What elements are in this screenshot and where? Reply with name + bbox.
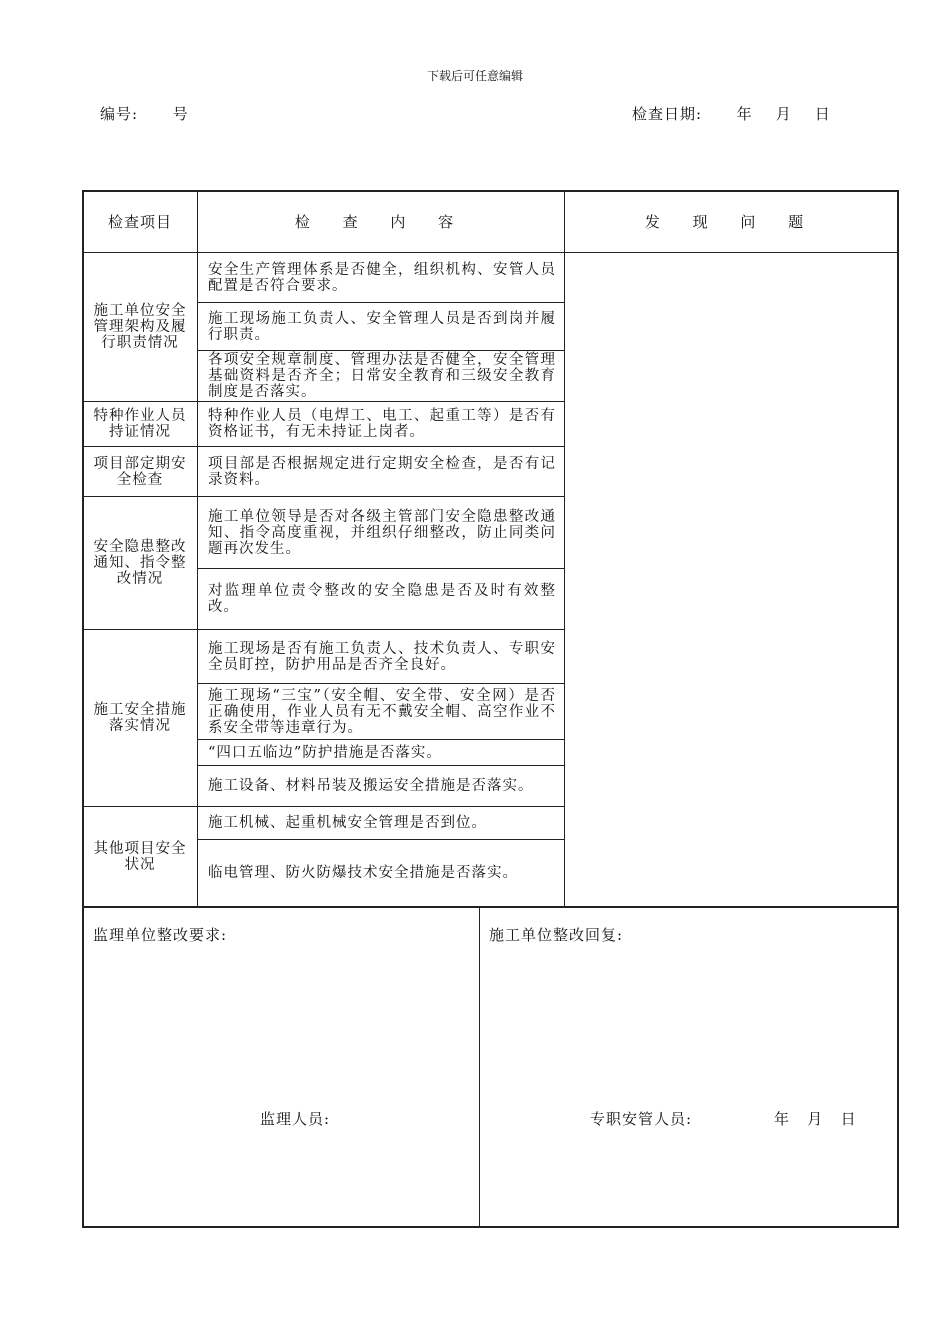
supervisor-staff-label: 监理人员:: [260, 1110, 331, 1128]
col-divider-2: [564, 190, 565, 906]
header-check-item: 检查项目: [107, 212, 172, 231]
lower-col-divider: [479, 906, 480, 1227]
check-content-item: 施工机械、起重机械安全管理是否到位。: [208, 815, 487, 831]
header-found-issues: 发 现 问 题: [644, 212, 818, 231]
header-check-content: 检 查 内 容: [294, 212, 468, 231]
category-safety-measures: 施工安全措施落实情况: [93, 702, 187, 734]
check-content-item: “四口五临边”防护措施是否落实。: [208, 744, 442, 761]
found-issues-area[interactable]: [566, 254, 896, 905]
safety-manager-label: 专职安管人员:: [590, 1110, 693, 1128]
form-number-label: 编号: 号: [100, 105, 189, 123]
check-content-item: 施工现场“三宝”（安全帽、安全带、安全网）是否正确使用，作业人员有无不戴安全帽、高空作业不系安全带等违章行为。: [208, 687, 556, 736]
category-other-safety: 其他项目安全状况: [93, 840, 187, 873]
table-border-bottom: [82, 1226, 899, 1228]
contractor-reply-area[interactable]: [481, 950, 896, 1100]
check-content-item: 施工设备、材料吊装及搬运安全措施是否落实。: [208, 778, 534, 794]
check-content-item: 施工单位领导是否对各级主管部门安全隐患整改通知、指令高度重视，并组织仔细整改，防止同类问题再次发生。: [208, 508, 556, 557]
supervisor-request-area[interactable]: [84, 950, 478, 1100]
check-content-item: 安全生产管理体系是否健全，组织机构、安管人员配置是否符合要求。: [208, 261, 556, 294]
category-hazard-rectification: 安全隐患整改通知、指令整改情况: [93, 539, 187, 587]
lower-section-divider: [82, 906, 898, 908]
table-border-right: [897, 190, 899, 1227]
check-content-item: 特种作业人员（电焊工、电工、起重工等）是否有资格证书，有无未持证上岗者。: [208, 408, 556, 440]
check-content-item: 各项安全规章制度、管理办法是否健全，安全管理基础资料是否齐全；日常安全教育和三级安全教育制度是否落实。: [208, 352, 556, 400]
top-note: 下载后可任意编辑: [426, 69, 523, 83]
check-content-item: 项目部是否根据规定进行定期安全检查，是否有记录资料。: [208, 455, 556, 488]
category-periodic-inspection: 项目部定期安全检查: [93, 455, 187, 488]
check-content-item: 对监理单位责令整改的安全隐患是否及时有效整改。: [208, 583, 556, 615]
signature-date-label: 年 月 日: [774, 1110, 857, 1128]
category-special-operators: 特种作业人员持证情况: [93, 408, 187, 440]
supervisor-request-label: 监理单位整改要求:: [93, 926, 228, 944]
contractor-reply-label: 施工单位整改回复:: [489, 926, 624, 944]
check-content-item: 施工现场施工负责人、安全管理人员是否到岗并履行职责。: [208, 310, 556, 343]
check-content-item: 施工现场是否有施工负责人、技术负责人、专职安全员盯控，防护用品是否齐全良好。: [208, 640, 556, 673]
category-management-structure: 施工单位安全管理架构及履行职责情况: [93, 303, 187, 351]
check-content-item: 临电管理、防火防爆技术安全措施是否落实。: [208, 865, 518, 881]
inspection-date-label: 检查日期: 年 月 日: [632, 105, 831, 123]
